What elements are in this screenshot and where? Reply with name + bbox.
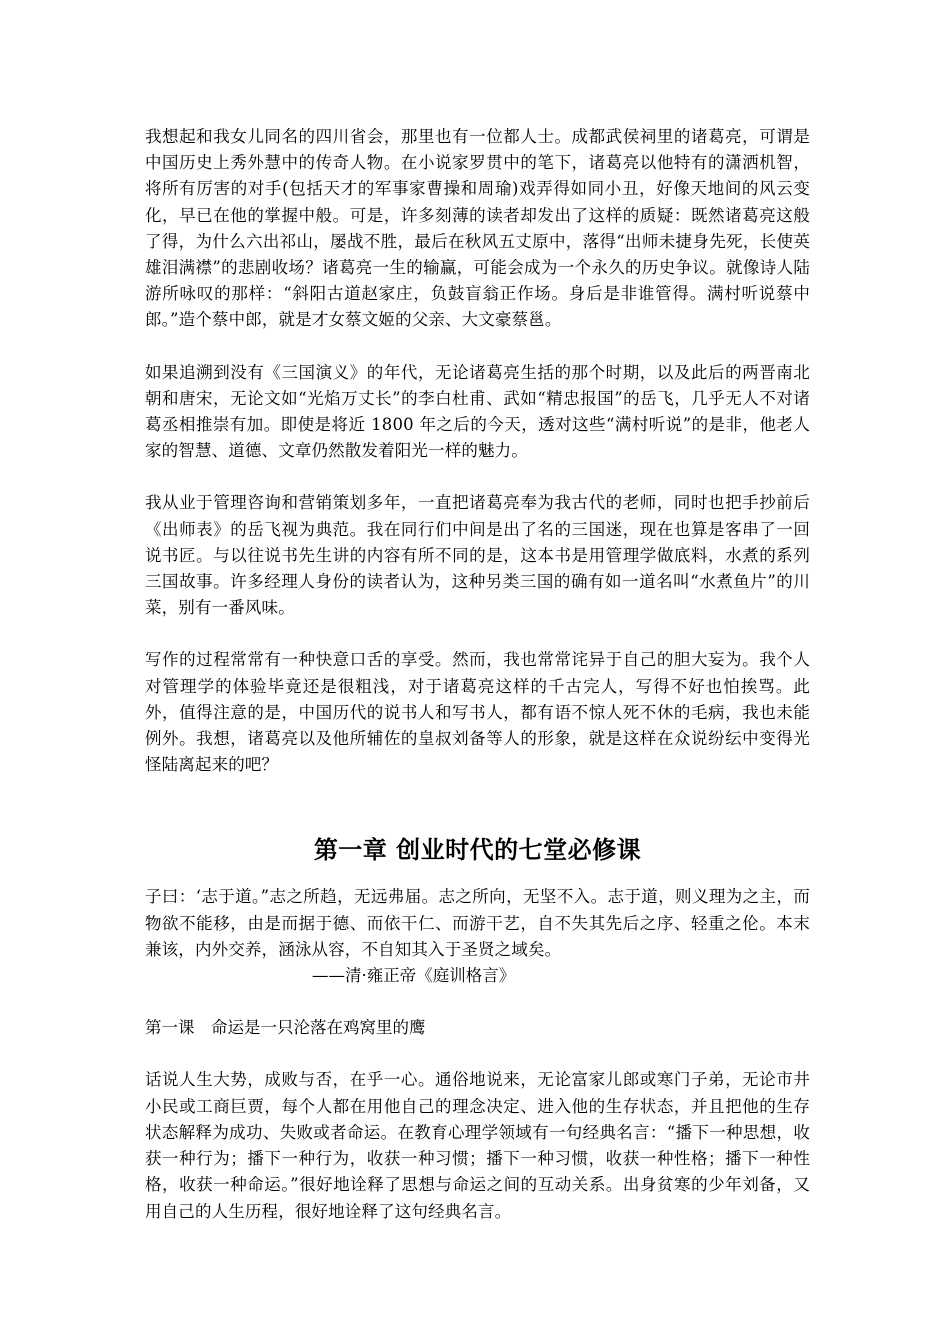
- epigraph-source: ——清·雍正帝《庭训格言》: [312, 966, 516, 986]
- preface-paragraph-1: 我想起和我女儿同名的四川省会，那里也有一位都人士。成都武侯祠里的诸葛亮，可谓是中国历史上秀外慧中的传奇人物。在小说家罗贯中的笔下，诸葛亮以他特有的潇洒机智，将所有厉害的对手(包括天才的军事家曹操和周瑜)戏弄得如同小丑，好像天地间的风云变化，早已在他的掌握中般。可是，许多刻薄的读者却发出了这样的质疑：既然诸葛亮这般了得，为什么六出祁山，屡战不胜，最后在秋风五丈原中，落得“出师未捷身先死，长使英雄泪满襟”的悲剧收场？诸葛亮一生的输赢，可能会成为一个永久的历史争议。就像诗人陆游所咏叹的那样：“斜阳古道赵家庄，负鼓盲翁正作场。身后是非谁管得。满村听说蔡中郎。”造个蔡中郎，就是才女蔡文姬的父亲、大文豪蔡邕。: [145, 127, 810, 330]
- preface-paragraph-4: 写作的过程常常有一种快意口舌的享受。然而，我也常常诧异于自己的胆大妄为。我个人对管理学的体验毕竟还是很粗浅，对于诸葛亮这样的千古完人，写得不好也怕挨骂。此外，值得注意的是，中国历代的说书人和写书人，都有语不惊人死不休的毛病，我也未能例外。我想，诸葛亮以及他所辅佐的皇叔刘备等人的形象，就是这样在众说纷纭中变得光怪陆离起来的吧？: [145, 650, 810, 775]
- lesson-title: 第一课 命运是一只沦落在鸡窝里的鹰: [145, 1018, 426, 1038]
- document-page: [145, 124, 810, 1225]
- chapter-title: 第一章 创业时代的七堂必修课: [313, 835, 642, 865]
- preface-paragraph-3: 我从业于管理咨询和营销策划多年，一直把诸葛亮奉为我古代的老师，同时也把手抄前后《出师表》的岳飞视为典范。我在同行们中间是出了名的三国迷，现在也算是客串了一回说书匠。与以往说书先生讲的内容有所不同的是，这本书是用管理学做底料，水煮的系列三国故事。许多经理人身份的读者认为，这种另类三国的确有如一道名叫“水煮鱼片”的川菜，别有一番风味。: [145, 493, 810, 618]
- chapter-epigraph: 子曰：‘志于道。”志之所趋，无远弗届。志之所向，无坚不入。志于道，则义理为之主，而物欲不能移，由是而据于德、而依干仁、而游干艺，自不失其先后之序、轻重之伦。本末兼该，内外交养，涵泳从容，不自知其入于圣贤之域矣。: [145, 887, 810, 959]
- preface-paragraph-2: 如果追溯到没有《三国演义》的年代，无论诸葛亮生括的那个时期，以及此后的两晋南北朝和唐宋，无论文如“光焰万丈长”的李白杜甫、武如“精忠报国”的岳飞，几乎无人不对诸葛丞相推崇有加。即使是将近 1800 年之后的今天，透对这些“满村听说”的是非，他老人家的智慧、道德、文章仍然散发着阳光一样的魅力。: [145, 362, 810, 461]
- lesson-body-paragraph: 话说人生大势，成败与否，在乎一心。通俗地说来，无论富家儿郎或寒门子弟，无论市井小民或工商巨贾，每个人都在用他自己的理念决定、进入他的生存状态，并且把他的生存状态解释为成功、失败或者命运。在教育心理学领域有一句经典名言：“播下一种思想，收获一种行为；播下一种行为，收获一种习惯；播下一种习惯，收获一种性格；播下一种性格，收获一种命运。”很好地诠释了思想与命运之间的互动关系。出身贫寒的少年刘备，又用自己的人生历程，很好地诠释了这句经典名言。: [145, 1070, 810, 1221]
